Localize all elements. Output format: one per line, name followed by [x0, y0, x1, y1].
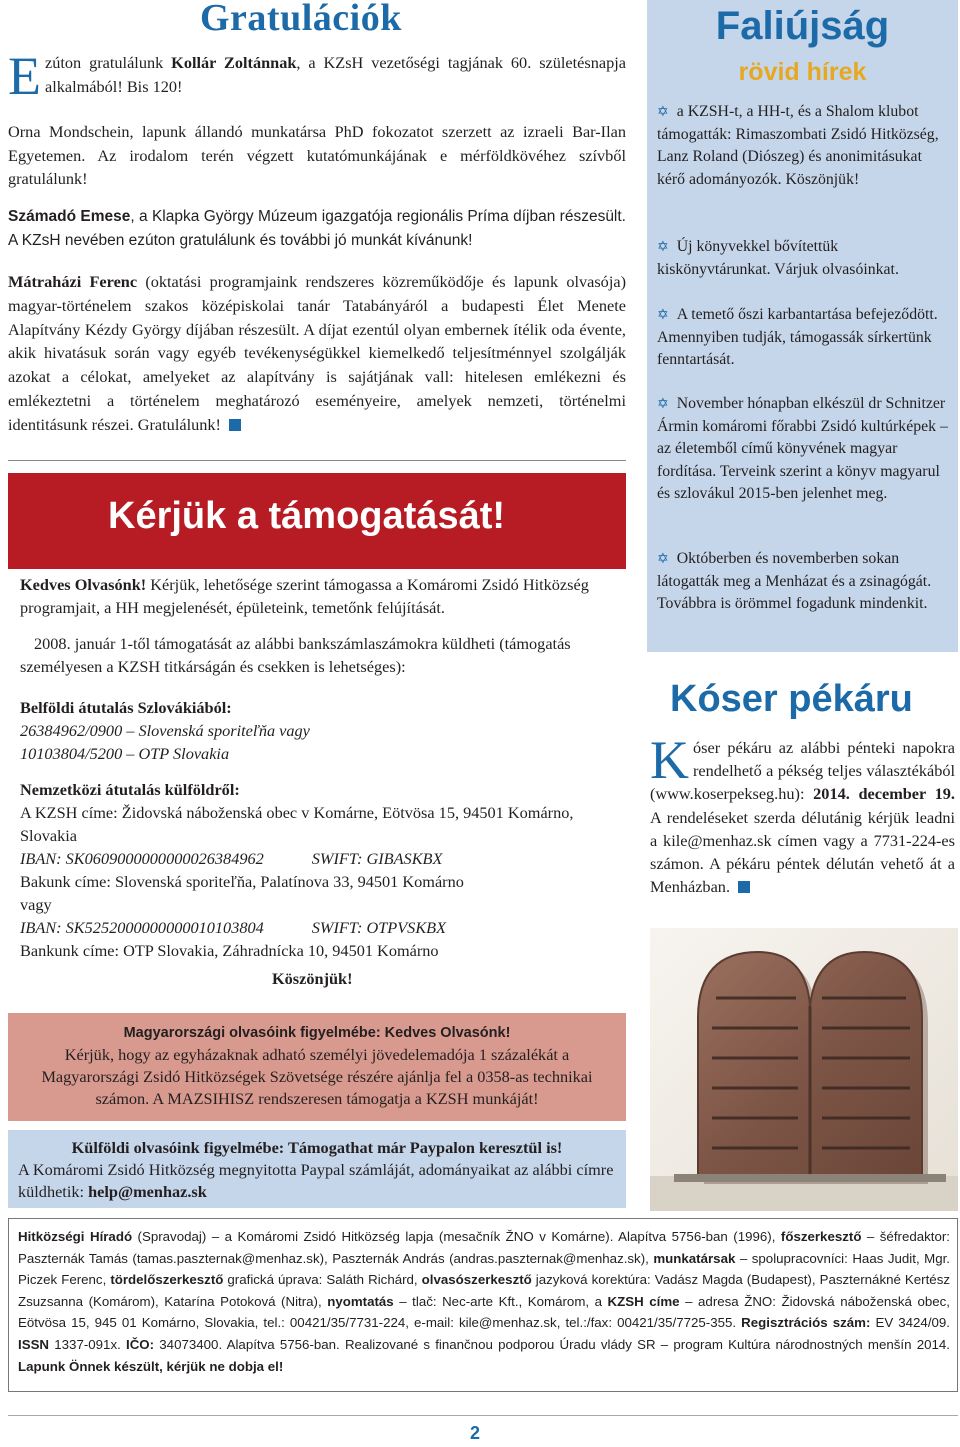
faliujsag-title: Faliújság	[715, 4, 890, 48]
page-number: 2	[470, 1423, 481, 1443]
hungary-box-text: Kérjük, hogy az egyházaknak adható személyi jövedelemadója 1 százalékát a Magyarországi Zsidó Hitközségek Szövetsége részére ajánlja fel a 0358-as technikai számon. A MAZSIHISZ rendszeresen támogatja a KZSH munkáját!	[41, 1045, 593, 1108]
paypal-email: help@menhaz.sk	[88, 1182, 207, 1201]
star-of-david-icon: ✡	[657, 307, 669, 323]
faliujsag-subtitle: rövid hírek	[738, 58, 867, 86]
paypal-box-text: A Komáromi Zsidó Hitközség megnyitotta Paypal számláját, adományaikat az alábbi címre küldhetik: help@menhaz.sk	[18, 1160, 614, 1201]
domestic-transfer	[20, 696, 616, 765]
end-square-icon	[738, 881, 750, 893]
divider	[8, 460, 626, 461]
thanks-text: Köszönjük!	[272, 969, 353, 988]
koser-text: Kóser pékáru az alábbi pénteki napokra rendelhető a pékség teljes választékából (www.koserpekseg.hu): 2014. december 19. A rendeléseket szerda délutánig kérjük leadni a kile@menhaz.sk címen vagy a 7731-224-es számon. A pékáru péntek délután vehető át a Menházban.	[650, 730, 955, 897]
koser-title: Kóser pékáru	[670, 678, 913, 720]
support-paragraph-2: 2008. január 1-től támogatását az alábbi bankszámlaszámokra küldheti (támogatás személyesen a KZSH titkárságán és csekken is lehetséges):	[20, 634, 571, 676]
grat-paragraph-4: Mátraházi Ferenc (oktatási programjaink rendszeres közreműködője és lapunk olvasója) magyar-történelem szakos középiskolai tanár Tatabányáról a budapesti Élet Menete Alapítvány Kézdy György díjában részesült. A díjat ezentúl olyan embernek ítélik oda évente, akik hivatásuk során vagy egyéb tevékenységükkel kiemelkedő teljesítménnyel szolgálják azokat a célokat, amelyeket az alapítvány is sajátjának vall: hitelesen emlékezni és emlékeztetni a történelem meghatározó eseményeire, amelyek nemzeti, történelmi identitásunk részei. Gratulálunk!	[8, 272, 626, 434]
international-transfer	[20, 778, 616, 962]
kzsh-address: A KZSH címe: Židovská náboženská obec v Komárne, Eötvösa 15, 94501 Komárno, Slovakia	[20, 803, 574, 845]
star-of-david-icon: ✡	[657, 104, 669, 120]
international-heading: Nemzetközi átutalás külföldről:	[20, 780, 240, 799]
footer-divider	[8, 1415, 958, 1416]
star-of-david-icon: ✡	[657, 239, 669, 255]
news-item: ✡ Októberben és novemberben sokan látogatták meg a Menházat és a zsinagógát. Továbbra is örömmel fogadunk mindenkit.	[657, 550, 932, 612]
support-title: Kérjük a támogatását!	[108, 495, 506, 537]
paypal-box	[8, 1130, 626, 1208]
impressum-text: Hitközségi Híradó (Spravodaj) – a Komáromi Zsidó Hitközség lapja (mesačník ŽNO v Komárne). Alapítva 5756-ban (1996), főszerkesztő – šéfredaktor: Paszternák Tamás (tamas.paszternak@menhaz.sk), Paszternák András (andras.paszternak@menhaz.sk), munkatársak – spolupracovníci: Haas Judit, Mgr. Piczek Ferenc, tördelőszerkesztő grafická úprava: Saláth Richárd, olvasószerkesztő jazyková korektúra: Vadász Magda (Budapest), Paszternákné Kertész Zsuzsanna (Komárom), Katarína Potoková (Nitra), nyomtatás – tlač: Nec-arte Kft., Komárom, a KZSH címe – adresa ŽNO: Židovská náboženská obec, Eötvösa 15, 945 01 Komárno, Slovakia, tel.: 00421/35/7731-224, e-mail: kile@menhaz.sk, tel.:/fax: 00421/35/7725-355. Regisztrációs szám: EV 3424/09. ISSN 1337-091x. IČO: 34073400. Alapítva 5756-ban. Realizované s finančnou podporou Úradu vlády SR – program Kultúra národnostných menšín 2014. Lapunk Önnek készült, kérjük ne dobja el!	[18, 1229, 950, 1374]
tablets-photo	[650, 928, 958, 1211]
domestic-heading: Belföldi átutalás Szlovákiából:	[20, 698, 232, 717]
hungary-box-heading: Magyarországi olvasóink figyelmébe: Kedves Olvasónk!	[123, 1025, 511, 1041]
news-item: ✡ A temető őszi karbantartása befejeződött. Amennyiben tudják, támogassák sírkertünk fenntartását.	[657, 306, 938, 368]
iban-line-2: IBAN: SK5252000000000010103804 SWIFT: OTPVSKBX	[20, 918, 447, 937]
grat-paragraph-2: Orna Mondschein, lapunk állandó munkatársa PhD fokozatot szerzett az izraeli Bar-Ilan Egyetemen. Az irodalom terén végzett kutatómunkájának e mérföldkövéhez szívből gratulálunk!	[8, 122, 626, 189]
grat-paragraph-1: Ezúton gratulálunk Kollár Zoltánnak, a KZsH vezetőségi tagjának 60. születésnapja alkalmából! Bis 120!	[8, 46, 626, 106]
grat-paragraph-3: Számadó Emese, a Klapka György Múzeum igazgatója regionális Príma díjban részesült. A KZsH nevében ezúton gratulálunk és további jó munkát kívánunk!	[8, 208, 626, 249]
iban-line-1: IBAN: SK0609000000000026384962 SWIFT: GIBASKBX	[20, 849, 443, 868]
bank-address-1: Bakunk címe: Slovenská sporiteľňa, Palatínova 33, 94501 Komárno	[20, 872, 464, 891]
domestic-account-2: 10103804/5200 – OTP Slovakia	[20, 744, 230, 763]
stone-tablets-icon	[650, 928, 958, 1211]
news-item: ✡ Új könyvekkel bővítettük kiskönyvtárunkat. Várjuk olvasóinkat.	[657, 238, 899, 278]
star-of-david-icon: ✡	[657, 551, 669, 567]
domestic-account-1: 26384962/0900 – Slovenská sporiteľňa vagy	[20, 721, 310, 740]
news-item: ✡ a KZSH-t, a HH-t, és a Shalom klubot támogatták: Rimaszombati Zsidó Hitközség, Lanz Roland (Diószeg) és anonimitásukat kérő adományozók. Köszönjük!	[657, 103, 939, 188]
dropcap: E	[8, 46, 41, 106]
dropcap: K	[650, 730, 689, 790]
end-square-icon	[229, 419, 241, 431]
bank-address-2: Bankunk címe: OTP Slovakia, Záhradnícka 10, 94501 Komárno	[20, 941, 439, 960]
news-item: ✡ November hónapban elkészül dr Schnitzer Ármin komáromi főrabbi Zsidó kultúrképek – az életemből című könyvének magyar fordítása. Terveink szerint a könyv magyarul és szlovákul 2015-ben jelenhet meg.	[657, 395, 948, 502]
support-paragraph-1: Kedves Olvasónk! Kérjük, lehetősége szerint támogassa a Komáromi Zsidó Hitközség programjait, a HH megjelenését, épületeink, temetőnk felújítását.	[20, 575, 589, 617]
star-of-david-icon: ✡	[657, 396, 669, 412]
gratulaciok-title: Gratulációk	[200, 0, 402, 39]
paypal-box-heading: Külföldi olvasóink figyelmébe: Támogathat már Paypalon keresztül is!	[71, 1138, 563, 1157]
or-text: vagy	[20, 895, 52, 914]
hungary-readers-box	[8, 1013, 626, 1121]
